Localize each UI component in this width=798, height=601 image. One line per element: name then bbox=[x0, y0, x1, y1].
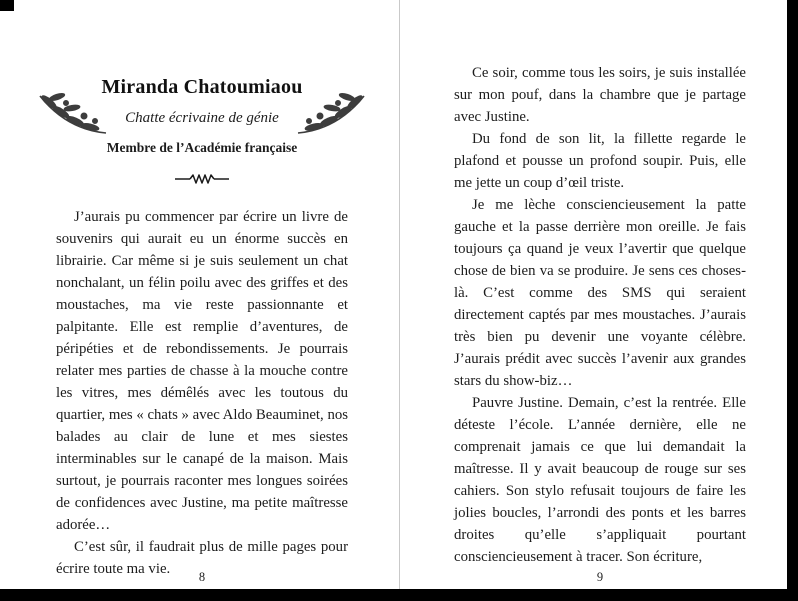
paragraph: Du fond de son lit, la fillette regarde le plafond et pousse un profond soupir. Puis, elle me jette un coup d’œil triste. bbox=[454, 131, 746, 191]
right-edge-bar bbox=[787, 0, 798, 601]
left-page-body bbox=[56, 206, 348, 580]
paragraph: Pauvre Justine. Demain, c’est la rentrée. Elle déteste l’école. L’année dernière, elle ne comprenait jamais ce que lui demandait la maîtresse. Il y avait beaucoup de rouge sur ses cahiers. Son stylo refusait toujours de faire les jolies boucles, l’arrondi des ponts et les barres droites qu’elle s’appliquait pourtant consciencieusement à tracer. Son écriture, bbox=[454, 395, 746, 565]
page-title: Miranda Chatoumiaou bbox=[101, 76, 303, 98]
app-corner-block bbox=[0, 0, 14, 11]
page-gutter-divider bbox=[399, 0, 400, 589]
paragraph: Ce soir, comme tous les soirs, je suis installée sur mon pouf, dans la chambre que je partage avec Justine. bbox=[454, 65, 746, 125]
left-page bbox=[56, 0, 348, 589]
paragraph: J’aurais pu commencer par écrire un livre de souvenirs qui aurait eu un énorme succès en librairie. Car même si je suis seulement un chat nonchalant, un félin poilu avec des griffes et des moustaches, ma vie reste passionnante et palpitante. Elle est remplie d’aventures, de péripéties et de rebondissements. Je pourrais relater mes parties de chasse à la mouche contre les vitres, mes démêlés avec les toutous du quartier, mes « chats » avec Aldo Beauminet, nos balades au clair de lune et mes siestes interminables sur le canapé de la maison. Mais surtout, je pourrais raconter mes longues soirées de confidences avec Justine, ma petite maîtresse adorée… bbox=[56, 209, 348, 533]
page-number-left: 8 bbox=[198, 570, 206, 584]
page-number-right: 9 bbox=[596, 570, 604, 584]
right-page bbox=[454, 0, 746, 589]
page-subtitle: Chatte écrivaine de génie bbox=[125, 110, 279, 126]
bottom-edge-bar bbox=[0, 589, 798, 601]
squiggle-rule-icon bbox=[56, 172, 348, 186]
chapter-header bbox=[56, 0, 348, 186]
paragraph: C’est sûr, il faudrait plus de mille pages pour écrire toute ma vie. bbox=[56, 539, 348, 577]
paragraph: Je me lèche consciencieusement la patte gauche et la passe derrière mon oreille. Je fais toujours ça quand je veux l’avertir que quelque chose de bien va se produire. Je sens ces choses-là. C’est comme des SMS qui seraient directement captés par mes moustaches. J’aurais très bien pu devenir une voyante célèbre. J’aurais prédit avec succès l’avenir aux grandes stars du show-biz… bbox=[454, 197, 746, 389]
right-page-body bbox=[454, 62, 746, 568]
membership-line: Membre de l’Académie française bbox=[106, 140, 298, 155]
